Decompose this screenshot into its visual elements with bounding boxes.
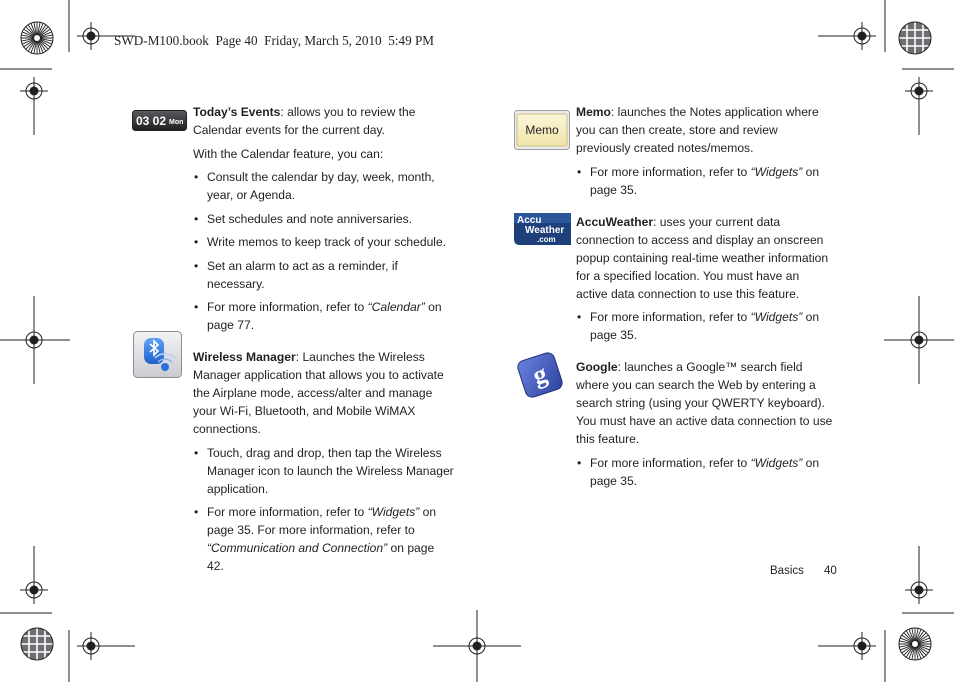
google-reference-bullet xyxy=(576,454,834,490)
accuweather-ref-post: on page 35. xyxy=(590,310,820,342)
accuweather-ref-link[interactable]: “Widgets” xyxy=(750,310,803,324)
accuweather-bullet-list xyxy=(576,308,834,344)
calendar-bullet-list xyxy=(193,168,458,334)
accuweather-text: : uses your current data connection to access and display an onscreen popup containing real-time weather information for a specified location. You must have an active data connection to use this feature. xyxy=(576,214,829,301)
google-bullet-list xyxy=(576,454,834,490)
memo-ref-link[interactable]: “Widgets” xyxy=(750,164,803,179)
google-ref-link[interactable]: “Widgets” xyxy=(750,455,803,470)
calendar-reference-bullet xyxy=(193,298,458,334)
memo-paragraph xyxy=(576,103,834,157)
calendar-intro: With the Calendar feature, you can: xyxy=(193,146,384,161)
memo-icon-label: Memo xyxy=(525,123,559,137)
calendar-ref-post: on page 77. xyxy=(207,300,442,332)
accuweather-ref-pre: For more information, refer to xyxy=(590,310,751,324)
google-ref-post: on page 35. xyxy=(590,455,820,488)
calendar-ref-link[interactable]: “Calendar” xyxy=(367,300,425,314)
accuweather-reference-bullet xyxy=(576,308,834,344)
wireless-ref-link-communication[interactable]: “Communication and Connection” xyxy=(207,541,388,555)
wireless-ref-post: on page 42. xyxy=(207,541,435,573)
print-header: SWD-M100.book Page 40 Friday, March 5, 2010 5:49 PM xyxy=(114,33,435,48)
memo-title: Memo xyxy=(576,105,611,119)
accuweather-logo-line3: .com xyxy=(537,235,556,244)
footer-section-name: Basics xyxy=(770,565,804,577)
footer-page-number: 40 xyxy=(824,565,837,577)
memo-reference-bullet xyxy=(576,163,834,199)
memo-icon xyxy=(514,110,570,150)
left-column xyxy=(193,103,458,581)
calendar-bullet: • Set schedules and note anniversaries. xyxy=(193,210,458,228)
memo-bullet-list xyxy=(576,163,834,199)
wireless-manager-text: : Launches the Wireless Manager application that allows you to activate the Airplane mode, access/alter and manage your Wi-Fi, Bluetooth, and Mobile WiMAX connections. xyxy=(193,350,444,436)
wireless-reference-bullet xyxy=(193,503,458,575)
accuweather-logo-line2: Weather xyxy=(525,225,565,236)
todays-events-paragraph xyxy=(193,103,458,139)
memo-ref-post: on page 35. xyxy=(590,164,820,197)
calendar-bullet: • Consult the calendar by day, week, month, year, or Agenda. xyxy=(193,168,458,204)
wireless-ref-pre: For more information, refer to xyxy=(207,505,368,519)
todays-events-icon-date: 03 02 xyxy=(136,114,167,128)
todays-events-icon-day: Mon xyxy=(169,119,184,126)
accuweather-logo-line1: Accu xyxy=(517,215,542,226)
wireless-manager-icon xyxy=(133,331,182,378)
calendar-ref-pre: For more information, refer to xyxy=(207,300,368,314)
wireless-manager-title: Wireless Manager xyxy=(193,350,296,364)
google-icon xyxy=(515,350,565,400)
wireless-manager-paragraph xyxy=(193,348,458,438)
wireless-ref-mid: on page 35. For more information, refer to xyxy=(207,505,437,537)
todays-events-title: Today’s Events xyxy=(193,105,281,119)
memo-text: : launches the Notes application where you can then create, store and review previously created notes/memos. xyxy=(576,105,819,155)
google-paragraph xyxy=(576,358,834,448)
wireless-bullet: • Touch, drag and drop, then tap the Wireless Manager icon to launch the Wireless Manager application. xyxy=(193,444,458,498)
wireless-bullet-list xyxy=(193,444,458,576)
google-text: : launches a Google™ search field where you can search the Web by entering a search string (using your QWERTY keyboard). You must have an active data connection to use this feature. xyxy=(576,360,833,446)
todays-events-text: : allows you to review the Calendar events for the current day. xyxy=(193,105,416,137)
calendar-bullet: • Set an alarm to act as a reminder, if necessary. xyxy=(193,257,458,293)
google-title: Google xyxy=(576,360,618,374)
accuweather-logo xyxy=(514,211,571,247)
accuweather-paragraph xyxy=(576,213,834,303)
right-column xyxy=(576,103,834,495)
wireless-ref-link-widgets[interactable]: “Widgets” xyxy=(367,505,420,519)
memo-ref-pre: For more information, refer to xyxy=(590,164,751,179)
todays-events-icon xyxy=(132,110,187,131)
calendar-bullet: • Write memos to keep track of your schedule. xyxy=(193,233,458,251)
accuweather-title: AccuWeather xyxy=(576,214,654,229)
google-ref-pre: For more information, refer to xyxy=(590,455,751,470)
google-icon-letter: g xyxy=(529,358,551,391)
